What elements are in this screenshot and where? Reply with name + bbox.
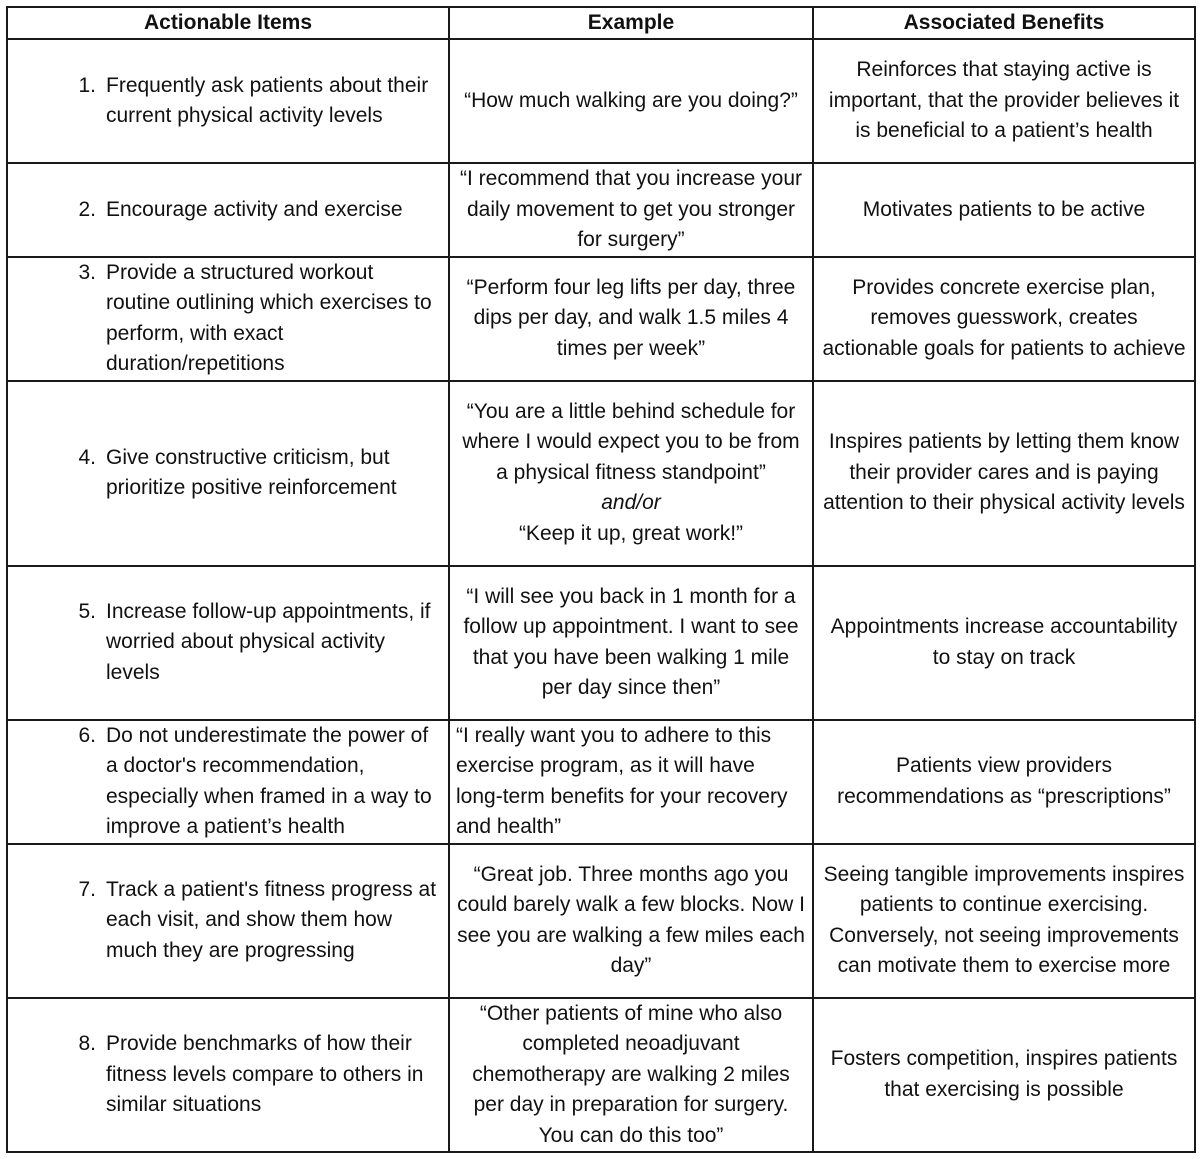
example-text: “I recommend that you increase your daily movement to get you stronger for surgery” — [460, 167, 802, 251]
example-text: “I will see you back in 1 month for a follow up appointment. I want to see that you have been walking 1 mile per day since then” — [463, 584, 799, 699]
example-cell — [449, 163, 813, 257]
item-number: 8. — [78, 1032, 96, 1055]
example-text: “I really want you to adhere to this exercise program, as it will have long-term benefits for your recovery and health” — [456, 723, 788, 838]
item-text: Encourage activity and exercise — [106, 197, 403, 221]
actionable-item-cell — [7, 998, 449, 1153]
example-cell — [449, 381, 813, 566]
example-cell — [449, 257, 813, 381]
benefit-text: Reinforces that staying active is important, that the provider believes it is beneficial to a patient’s health — [828, 58, 1180, 143]
benefit-cell — [813, 566, 1195, 720]
table-row — [7, 720, 1195, 844]
table-row — [7, 998, 1195, 1153]
benefit-text: Patients view providers recommendations as “prescriptions” — [837, 754, 1171, 808]
benefit-cell — [813, 844, 1195, 998]
example-text: “Great job. Three months ago you could barely walk a few blocks. Now I see you are walking a few miles each day” — [457, 862, 805, 977]
example-cell — [449, 39, 813, 163]
item-number: 5. — [78, 599, 96, 623]
table-row — [7, 566, 1195, 720]
item-text: Provide benchmarks of how their fitness levels compare to others in similar situations — [106, 1032, 424, 1116]
table-row — [7, 163, 1195, 257]
benefit-cell — [813, 720, 1195, 844]
example-text: “Other patients of mine who also completed neoadjuvant chemotherapy are walking 2 miles per day in preparation for surgery. You can do this too” — [472, 1001, 790, 1147]
example-text: “How much walking are you doing?” — [464, 88, 798, 112]
item-text: Track a patient's fitness progress at each visit, and show them how much they are progressing — [106, 877, 437, 962]
example-text-2: “Keep it up, great work!” — [518, 521, 744, 545]
actionable-item-cell — [7, 163, 449, 257]
actionable-item-cell — [7, 720, 449, 844]
benefit-text: Motivates patients to be active — [862, 197, 1146, 221]
item-text: Give constructive criticism, but prioritize positive reinforcement — [106, 445, 397, 499]
benefit-text: Fosters competition, inspires patients that exercising is possible — [830, 1047, 1178, 1101]
recommendations-table — [6, 6, 1196, 1153]
header-example: Example — [449, 7, 813, 39]
example-connector: and/or — [601, 491, 661, 515]
actionable-item-cell — [7, 566, 449, 720]
example-cell — [449, 720, 813, 844]
example-cell — [449, 844, 813, 998]
benefit-cell — [813, 39, 1195, 163]
header-actionable-items: Actionable Items — [7, 7, 449, 39]
table-wrapper — [6, 6, 1194, 1153]
benefit-text: Seeing tangible improvements inspires patients to continue exercising. Conversely, not seeing improvements can motivate them to exercise more — [823, 862, 1185, 977]
benefit-cell — [813, 381, 1195, 566]
item-number: 1. — [78, 73, 96, 97]
actionable-item-cell — [7, 381, 449, 566]
benefit-text: Provides concrete exercise plan, removes guesswork, creates actionable goals for patients to achieve — [822, 275, 1186, 360]
benefit-text: Appointments increase accountability to stay on track — [830, 615, 1178, 669]
header-associated-benefits: Associated Benefits — [813, 7, 1195, 39]
item-number: 6. — [78, 723, 96, 747]
example-cell — [449, 566, 813, 720]
item-number: 4. — [78, 445, 96, 469]
table-row — [7, 844, 1195, 998]
benefit-cell — [813, 998, 1195, 1153]
example-text: “Perform four leg lifts per day, three dips per day, and walk 1.5 miles 4 times per week” — [466, 275, 796, 360]
item-number: 2. — [78, 197, 96, 221]
example-text: “You are a little behind schedule for where I would expect you to be from a physical fitness standpoint” — [462, 399, 800, 484]
actionable-item-cell — [7, 844, 449, 998]
actionable-item-cell — [7, 39, 449, 163]
actionable-item-cell — [7, 257, 449, 381]
header-row — [7, 7, 1195, 39]
item-number: 7. — [78, 877, 96, 901]
example-cell — [449, 998, 813, 1153]
item-text: Provide a structured workout routine outlining which exercises to perform, with exact duration/repetitions — [106, 260, 432, 375]
table-row — [7, 39, 1195, 163]
item-text: Increase follow-up appointments, if worried about physical activity levels — [106, 599, 431, 684]
item-text: Frequently ask patients about their current physical activity levels — [106, 73, 429, 127]
benefit-cell — [813, 257, 1195, 381]
table-row — [7, 381, 1195, 566]
benefit-cell — [813, 163, 1195, 257]
item-text: Do not underestimate the power of a doctor's recommendation, especially when framed in a way to improve a patient’s health — [106, 723, 432, 838]
table-row — [7, 257, 1195, 381]
benefit-text: Inspires patients by letting them know their provider cares and is paying attention to their physical activity levels — [823, 430, 1185, 515]
item-number: 3. — [78, 260, 96, 284]
